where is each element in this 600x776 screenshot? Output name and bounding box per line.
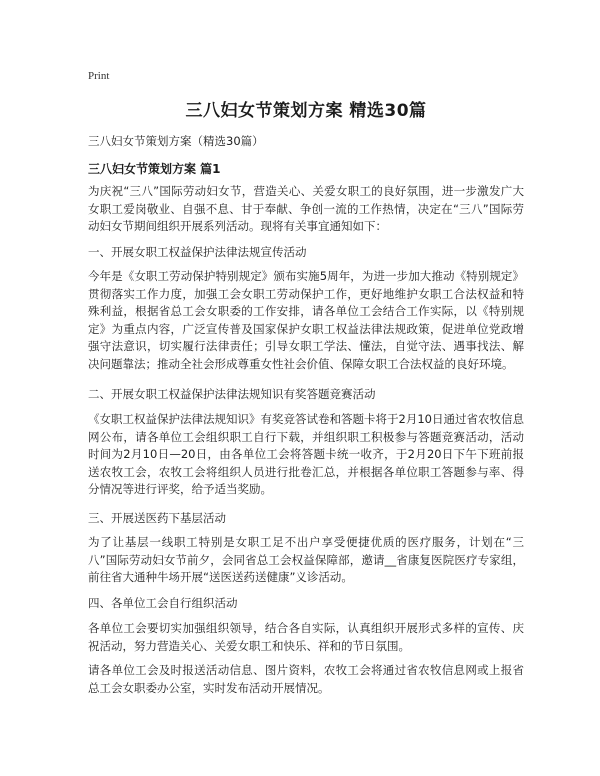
heading-3: 三、开展送医药下基层活动 [88, 511, 226, 525]
print-link[interactable]: Print [88, 70, 110, 82]
paragraph-5: 请各单位工会及时报送活动信息、图片资料，农牧工会将通过省农牧信息网或上报省总工会女职委办公室，实时发布活动开展情况。 [88, 663, 524, 695]
heading-2: 二、开展女职工权益保护法律法规知识有奖答题竞赛活动 [88, 387, 376, 401]
document-subtitle: 三八妇女节策划方案（精选30篇） [88, 134, 264, 148]
section-title: 三八妇女节策划方案 篇1 [88, 162, 221, 176]
heading-1: 一、开展女职工权益保护法律法规宣传活动 [88, 245, 307, 259]
paragraph-4: 各单位工会要切实加强组织领导，结合各自实际，认真组织开展形式多样的宣传、庆祝活动，努力营造关心、关爱女职工和快乐、祥和的节日氛围。 [88, 621, 524, 653]
heading-4: 四、各单位工会自行组织活动 [88, 596, 238, 610]
paragraph-3: 为了让基层一线职工特别是女职工足不出户享受便捷优质的医疗服务，计划在“三八”国际劳动妇女节前夕，会同省总工会权益保障部，邀请__省康复医院医疗专家组，前往省大通种牛场开展“送医送药送健康”义诊活动。 [88, 535, 524, 584]
paragraph-1: 今年是《女职工劳动保护特别规定》颁布实施5周年，为进一步加大推动《特别规定》贯彻落实工作力度，加强工会女职工劳动保护工作，更好地维护女职工合法权益和特殊利益，根据省总工会女职委的工作安排，请各单位工会结合工作实际，以《特别规定》为重点内容，广泛宣传普及国家保护女职工权益法律法规政策，促进单位党政增强守法意识，切实履行法律责任；引导女职工学法、懂法，自觉守法、遇事找法、解决问题靠法；推动全社会形成尊重女性社会价值、保障女职工合法权益的良好环境。 [88, 269, 524, 371]
intro-paragraph: 为庆祝“三八”国际劳动妇女节，营造关心、关爱女职工的良好氛围，进一步激发广大女职工爱岗敬业、自强不息、甘于奉献、争创一流的工作热情，决定在“三八”国际劳动妇女节期间组织开展系列活动。现将有关事宜通知如下： [88, 184, 524, 233]
page-title: 三八妇女节策划方案 精选30篇 [185, 101, 427, 121]
paragraph-2: 《女职工权益保护法律法规知识》有奖竞答试卷和答题卡将于2月10日通过省农牧信息网公布，请各单位工会组织职工自行下载，并组织职工积极参与答题竞赛活动，活动时间为2月10日—20日，由各单位工会将答题卡统一收齐，于2月20日下午下班前报送农牧工会，农牧工会将组织人员进行批卷汇总，并根据各单位职工答题参与率、得分情况等进行评奖，给予适当奖励。 [88, 412, 524, 496]
